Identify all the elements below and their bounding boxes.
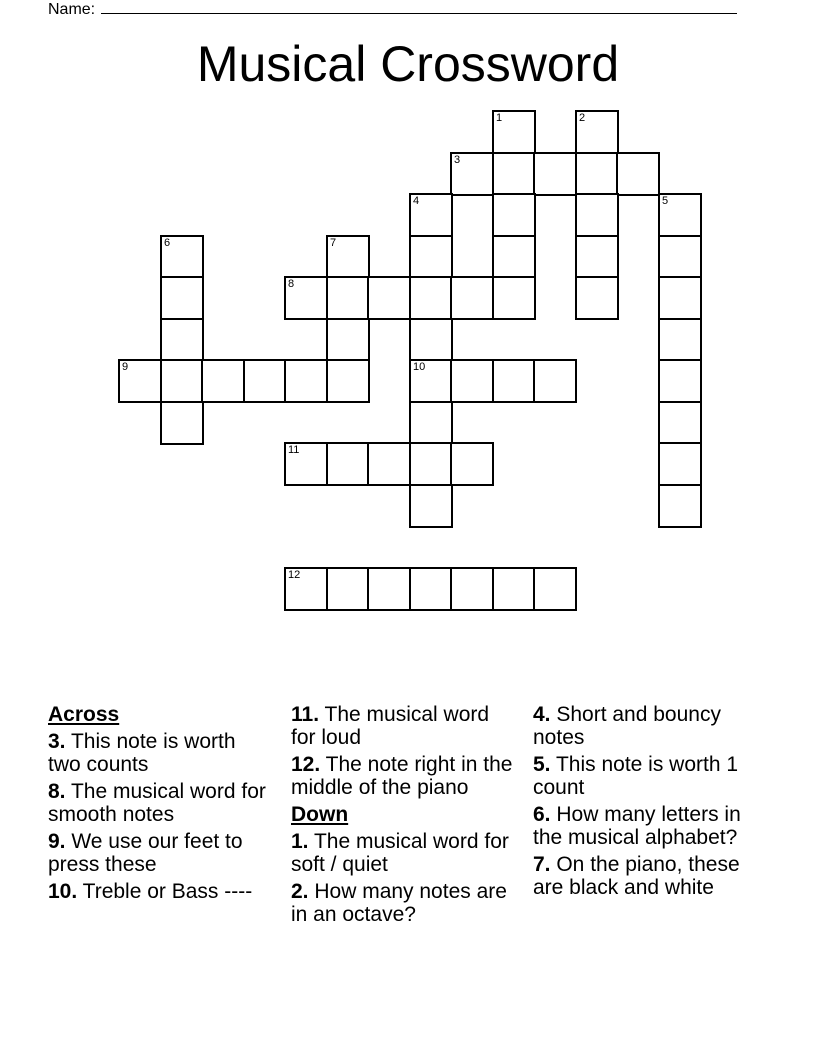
crossword-cell[interactable] (492, 276, 536, 320)
crossword-cell[interactable] (367, 567, 411, 611)
clue-number: 1 (496, 112, 503, 124)
crossword-cell[interactable] (367, 442, 411, 486)
crossword-cell[interactable] (243, 359, 287, 403)
clue-number: 8 (288, 278, 295, 290)
crossword-cell[interactable] (284, 359, 328, 403)
crossword-cell[interactable] (492, 193, 536, 237)
crossword-cell[interactable] (658, 484, 702, 528)
clue-down-6: 6. How many letters in the musical alphabet? (533, 803, 741, 849)
crossword-cell[interactable] (284, 567, 328, 611)
crossword-cell[interactable] (658, 318, 702, 362)
clue-down-5: 5. This note is worth 1 count (533, 753, 739, 799)
crossword-cell[interactable] (201, 359, 245, 403)
clue-across-8: 8. The musical word for smooth notes (48, 780, 266, 826)
crossword-cell[interactable] (450, 276, 494, 320)
crossword-cell[interactable] (409, 318, 453, 362)
crossword-cell[interactable] (575, 110, 619, 154)
clue-number: 11 (288, 444, 300, 456)
clue-across-12: 12. The note right in the middle of the piano (291, 753, 513, 799)
clues-column-1 (48, 703, 268, 907)
clue-number: 5 (662, 195, 669, 207)
crossword-cell[interactable] (658, 442, 702, 486)
crossword-cell[interactable] (409, 442, 453, 486)
clue-number: 2 (579, 112, 586, 124)
crossword-cell[interactable] (284, 442, 328, 486)
crossword-cell[interactable] (326, 359, 370, 403)
crossword-cell[interactable] (326, 235, 370, 279)
crossword-cell[interactable] (658, 193, 702, 237)
clue-number: 10 (413, 361, 426, 373)
crossword-cell[interactable] (450, 359, 494, 403)
clue-across-11: 11. The musical word for loud (291, 703, 490, 749)
crossword-cell[interactable] (658, 401, 702, 445)
clues-column-3 (533, 703, 773, 903)
across-heading: Across (48, 703, 120, 726)
crossword-cell[interactable] (533, 359, 577, 403)
clue-down-2: 2. How many notes are in an octave? (291, 880, 507, 926)
crossword-cell[interactable] (658, 235, 702, 279)
clue-down-7: 7. On the piano, these are black and white (533, 853, 740, 899)
crossword-cell[interactable] (492, 567, 536, 611)
crossword-cell[interactable] (118, 359, 162, 403)
crossword-cell[interactable] (450, 152, 494, 196)
crossword-cell[interactable] (160, 359, 204, 403)
clue-down-4: 4. Short and bouncy notes (533, 703, 721, 749)
clue-number: 6 (164, 237, 171, 249)
clue-number: 9 (122, 361, 129, 373)
crossword-cell[interactable] (492, 235, 536, 279)
crossword-cell[interactable] (409, 276, 453, 320)
crossword-cell[interactable] (575, 276, 619, 320)
crossword-cell[interactable] (409, 401, 453, 445)
crossword-cell[interactable] (492, 110, 536, 154)
crossword-cell[interactable] (492, 359, 536, 403)
crossword-cell[interactable] (658, 359, 702, 403)
clue-number: 3 (454, 154, 461, 166)
crossword-cell[interactable] (409, 567, 453, 611)
crossword-cell[interactable] (616, 152, 660, 196)
crossword-cell[interactable] (409, 193, 453, 237)
crossword-cell[interactable] (284, 276, 328, 320)
crossword-cell[interactable] (367, 276, 411, 320)
clue-number: 7 (330, 237, 337, 249)
crossword-cell[interactable] (409, 359, 453, 403)
crossword-cell[interactable] (450, 442, 494, 486)
crossword-cell[interactable] (658, 276, 702, 320)
clue-number: 12 (288, 569, 301, 581)
crossword-cell[interactable] (160, 235, 204, 279)
crossword-cell[interactable] (409, 484, 453, 528)
down-heading: Down (291, 803, 349, 826)
crossword-cell[interactable] (326, 442, 370, 486)
page-title: Musical Crossword (196, 36, 620, 92)
crossword-cell[interactable] (533, 152, 577, 196)
clues-column-2 (291, 703, 516, 930)
crossword-cell[interactable] (160, 318, 204, 362)
name-label: Name: (48, 1, 96, 18)
crossword-cell[interactable] (575, 235, 619, 279)
clue-across-9: 9. We use our feet to press these (48, 830, 243, 876)
crossword-cell[interactable] (326, 318, 370, 362)
crossword-cell[interactable] (326, 276, 370, 320)
clue-across-3: 3. This note is worth two counts (48, 730, 236, 776)
crossword-cell[interactable] (160, 401, 204, 445)
crossword-cell[interactable] (409, 235, 453, 279)
crossword-cell[interactable] (533, 567, 577, 611)
crossword-cell[interactable] (326, 567, 370, 611)
crossword-cell[interactable] (450, 567, 494, 611)
crossword-cell[interactable] (160, 276, 204, 320)
clue-number: 4 (413, 195, 420, 207)
clue-across-10: 10. Treble or Bass ---- (48, 880, 253, 903)
crossword-cell[interactable] (575, 193, 619, 237)
clue-down-1: 1. The musical word for soft / quiet (291, 830, 509, 876)
crossword-cell[interactable] (575, 152, 619, 196)
crossword-cell[interactable] (492, 152, 536, 196)
